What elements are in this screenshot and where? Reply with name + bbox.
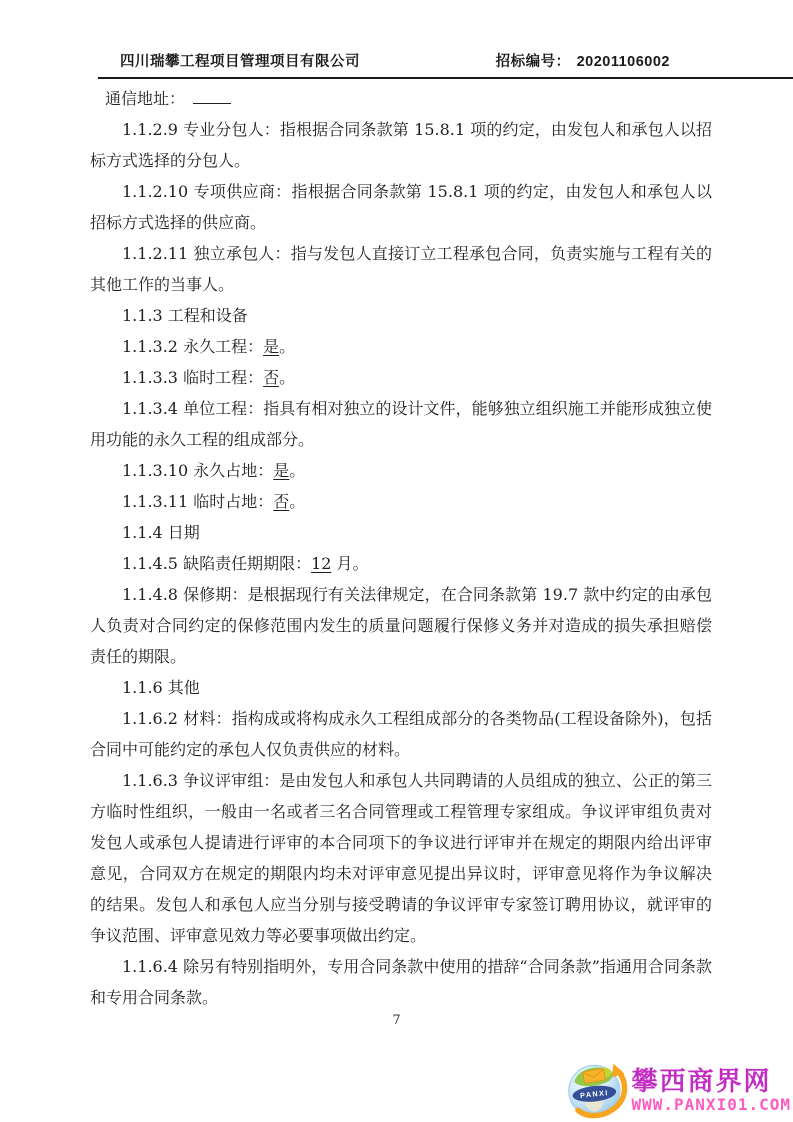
paragraph bbox=[90, 579, 712, 672]
filled-in-value: 否 bbox=[273, 492, 290, 511]
paragraph-text: 1.1.2.11 独立承包人：指与发包人直接订立工程承包合同，负责实施与工程有关的其他工作的当事人。 bbox=[90, 244, 712, 294]
watermark-text-block bbox=[632, 1067, 792, 1115]
address-label: 通信地址： bbox=[105, 89, 186, 108]
paragraph-text: 1.1.3.10 永久占地： bbox=[122, 461, 274, 480]
panxi-watermark bbox=[566, 1060, 792, 1122]
paragraph-text: 1.1.6.2 材料：指构成或将构成永久工程组成部分的各类物品(工程设备除外)，包括合同中可能约定的承包人仅负责供应的材料。 bbox=[90, 709, 712, 759]
paragraph bbox=[90, 486, 712, 517]
paragraph-text: 1.1.4 日期 bbox=[122, 523, 200, 542]
paragraph bbox=[90, 238, 712, 300]
paragraph-text: 1.1.6.3 争议评审组：是由发包人和承包人共同聘请的人员组成的独立、公正的第三方临时性组织，一般由一名或者三名合同管理或工程管理专家组成。争议评审组负责对发包人或承包人提请进行评审的本合同项下的争议进行评审并在规定的期限内给出评审意见，合同双方在规定的期限内均未对评审意见提出异议时，评审意见将作为争议解决的结果。发包人和承包人应当分别与接受聘请的争议评审专家签订聘用协议，就评审的争议范围、评审意见效力等必要事项做出约定。 bbox=[90, 771, 712, 945]
watermark-site-name: 攀西商界网 bbox=[631, 1066, 772, 1096]
paragraph-text: 1.1.3.11 临时占地： bbox=[122, 492, 274, 511]
paragraph-text: 。 bbox=[279, 368, 296, 387]
paragraph-text: 。 bbox=[289, 492, 306, 511]
paragraph bbox=[90, 703, 712, 765]
paragraph bbox=[90, 517, 712, 548]
filled-in-value: 是 bbox=[273, 461, 290, 480]
paragraph bbox=[90, 765, 712, 951]
paragraph-text: 1.1.6 其他 bbox=[122, 678, 200, 697]
panxi-globe-icon bbox=[566, 1060, 630, 1122]
paragraph-text: 。 bbox=[279, 337, 296, 356]
paragraph bbox=[90, 176, 712, 238]
paragraph-text: 月。 bbox=[331, 554, 369, 573]
paragraph bbox=[90, 951, 712, 1013]
paragraph bbox=[90, 362, 712, 393]
paragraph bbox=[90, 393, 712, 455]
page-number: 7 bbox=[392, 1013, 401, 1028]
paragraph bbox=[90, 455, 712, 486]
filled-in-value: 否 bbox=[263, 368, 280, 387]
bid-number-label: 招标编号： bbox=[495, 54, 571, 70]
paragraphs bbox=[90, 114, 712, 1013]
paragraph-text: 1.1.2.9 专业分包人：指根据合同条款第 15.8.1 项的约定，由发包人和承包人以招标方式选择的分包人。 bbox=[90, 120, 712, 170]
address-blank-underline bbox=[193, 88, 231, 104]
document-body bbox=[90, 83, 712, 1013]
watermark-site-url: WWW.PANXI01.COM bbox=[631, 1095, 791, 1114]
bid-number-value: 20201106002 bbox=[576, 54, 670, 70]
address-line bbox=[105, 83, 712, 114]
filled-in-value: 12 bbox=[311, 554, 332, 573]
paragraph-text: 1.1.3.3 临时工程： bbox=[122, 368, 264, 387]
company-name: 四川瑞攀工程项目管理项目有限公司 bbox=[120, 54, 360, 70]
paragraph bbox=[90, 672, 712, 703]
paragraph bbox=[90, 300, 712, 331]
paragraph-text: 1.1.3.4 单位工程：指具有相对独立的设计文件，能够独立组织施工并能形成独立使用功能的永久工程的组成部分。 bbox=[90, 399, 712, 449]
paragraph bbox=[90, 331, 712, 362]
paragraph bbox=[90, 114, 712, 176]
bid-number-group bbox=[496, 50, 670, 71]
paragraph-text: 1.1.3 工程和设备 bbox=[122, 306, 248, 325]
paragraph-text: 。 bbox=[289, 461, 306, 480]
paragraph-text: 1.1.4.8 保修期：是根据现行有关法律规定，在合同条款第 19.7 款中约定的由承包人负责对合同约定的保修范围内发生的质量问题履行保修义务并对造成的损失承担赔偿责任的期限。 bbox=[90, 585, 712, 666]
paragraph bbox=[90, 548, 712, 579]
page-header bbox=[98, 50, 793, 79]
filled-in-value: 是 bbox=[263, 337, 280, 356]
paragraph-text: 1.1.6.4 除另有特别指明外，专用合同条款中使用的措辞“合同条款”指通用合同条款和专用合同条款。 bbox=[90, 957, 712, 1007]
paragraph-text: 1.1.3.2 永久工程： bbox=[122, 337, 264, 356]
paragraph-text: 1.1.2.10 专项供应商：指根据合同条款第 15.8.1 项的约定，由发包人和承包人以招标方式选择的供应商。 bbox=[90, 182, 712, 232]
paragraph-text: 1.1.4.5 缺陷责任期期限： bbox=[122, 554, 312, 573]
panxi-logo-text: PANXI bbox=[579, 1088, 609, 1100]
